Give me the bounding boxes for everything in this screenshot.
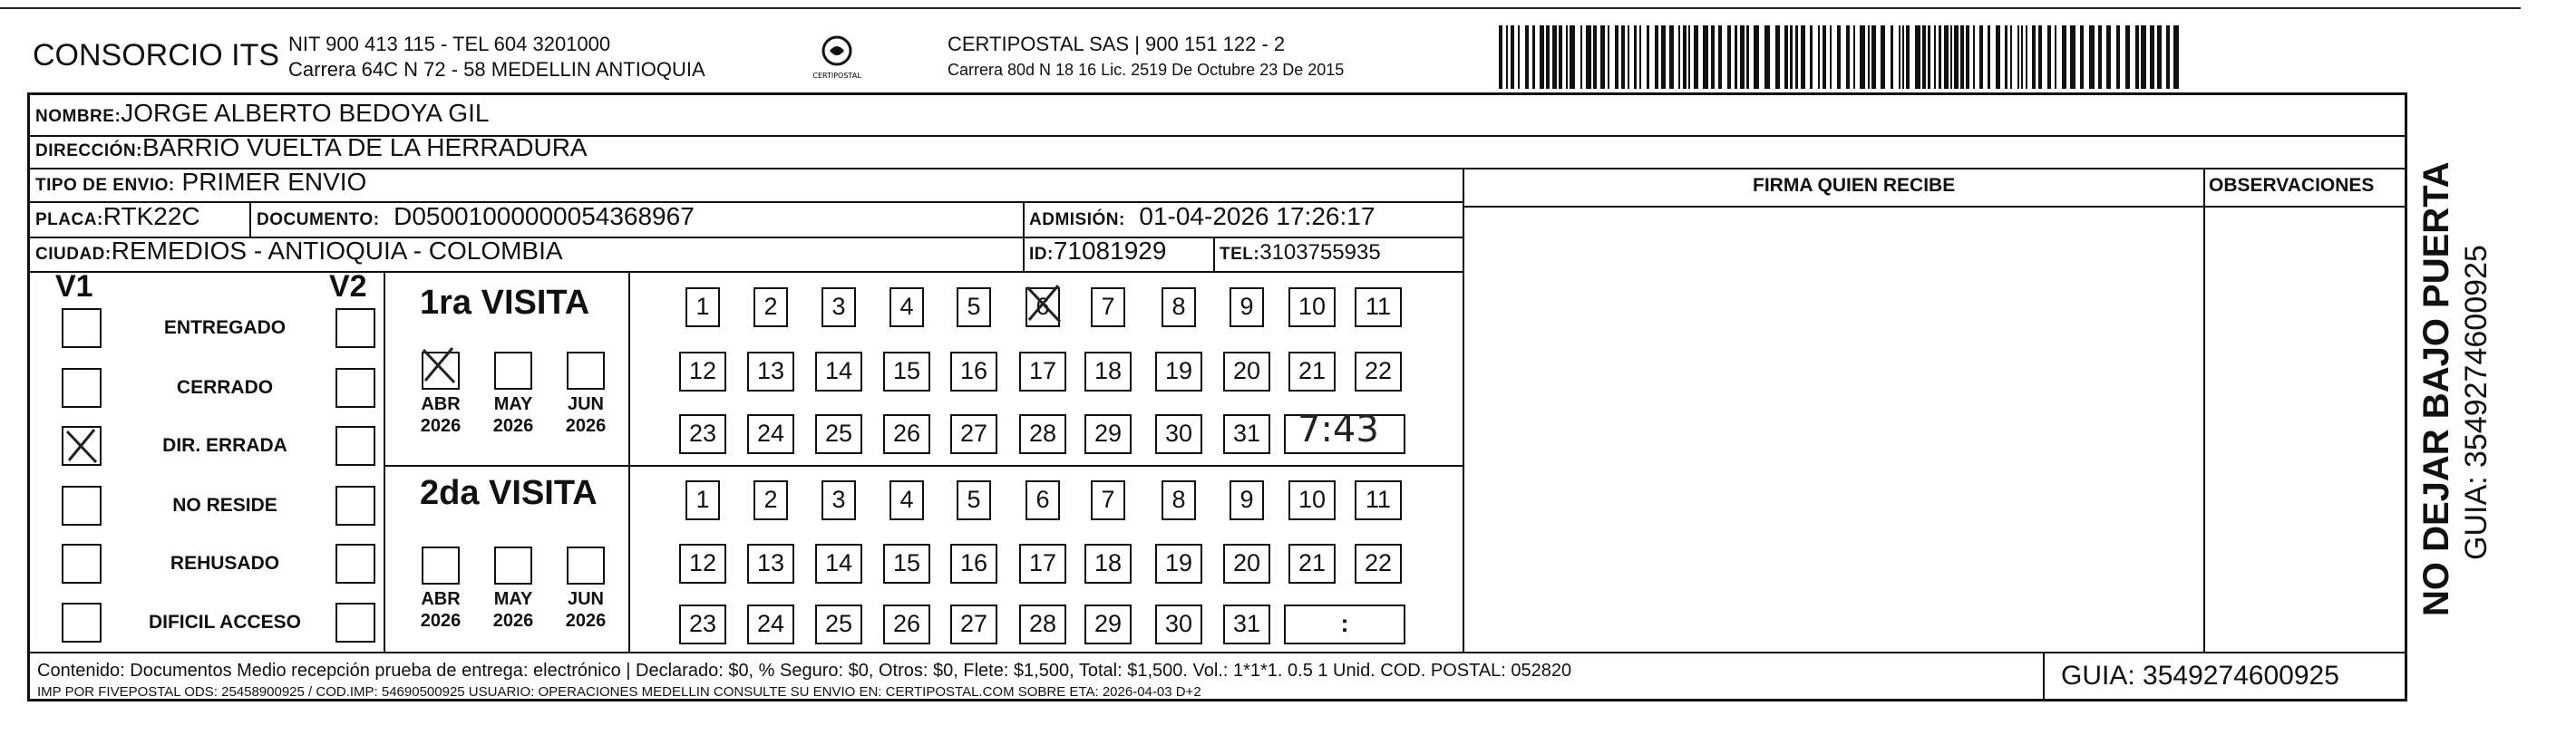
day-box[interactable]: 6 (1026, 480, 1060, 520)
status-label: ENTREGADO (163, 317, 287, 338)
day-box[interactable]: 1 (685, 287, 720, 327)
barcode-bar (1506, 25, 1508, 89)
barcode-bar (1775, 25, 1780, 89)
v1-checkbox[interactable] (62, 308, 102, 348)
day-box[interactable]: 14 (815, 544, 862, 584)
status-label: NO RESIDE (172, 495, 277, 516)
day-box[interactable]: 17 (1019, 352, 1066, 392)
day-box[interactable]: 22 (1355, 352, 1402, 392)
barcode-bar (2125, 25, 2130, 89)
barcode-bar (1934, 25, 1936, 89)
document-value: D05001000000054368967 (394, 202, 695, 230)
barcode-bar (1532, 25, 1535, 89)
v2-checkbox[interactable] (335, 426, 375, 466)
day-box[interactable]: 7 (1091, 287, 1125, 327)
barcode-bar (2017, 25, 2019, 89)
v1-checkbox[interactable] (62, 544, 102, 584)
barcode-bar (1634, 25, 1637, 89)
footer-imp: IMP POR FIVEPOSTAL ODS: 25458900925 / COD.IMP: 54690500925 USUARIO: OPERACIONES MEDELLIN CONSULTE SU ENVIO EN: CERTIPOSTAL.COM SOBRE ETA: 2026-04-03 D+2 (37, 684, 1201, 700)
barcode-bar (1683, 25, 1687, 89)
day-box[interactable]: 10 (1288, 480, 1336, 520)
day-box[interactable]: 25 (815, 605, 862, 644)
admission-label: ADMISIÓN: (1029, 210, 1125, 229)
day-box[interactable]: 9 (1230, 480, 1264, 520)
barcode-bar (1837, 25, 1841, 89)
admission-value: 01-04-2026 17:26:17 (1139, 202, 1375, 230)
day-box[interactable]: 18 (1084, 544, 1132, 584)
barcode-bar (2038, 25, 2042, 89)
observations-header: OBSERVACIONES (2209, 175, 2375, 196)
barcode-bar (2021, 25, 2023, 89)
barcode-bar (1621, 25, 1625, 89)
day-box[interactable]: 16 (950, 544, 997, 584)
barcode-bar (1801, 25, 1805, 89)
id-field (1029, 237, 1166, 266)
name-value: JORGE ALBERTO BEDOYA GIL (121, 99, 490, 127)
day-box[interactable]: 2 (753, 287, 788, 327)
status-label: REHUSADO (170, 553, 280, 574)
barcode-bar (1518, 25, 1520, 89)
barcode-bar (2157, 25, 2162, 89)
barcode-bar (1711, 25, 1715, 89)
month-x-mark (418, 344, 460, 386)
visit1-title: 1ra VISITA (420, 284, 590, 322)
company-nit: NIT 900 413 115 - TEL 604 3201000 (288, 33, 611, 55)
month-checkbox[interactable] (567, 547, 605, 585)
barcode-bar (1902, 25, 1904, 89)
month-year: 2026 (492, 611, 534, 631)
barcode-bar (1570, 25, 1575, 89)
barcode-bar (1639, 25, 1641, 89)
barcode-bar (1860, 25, 1865, 89)
barcode-bar (1647, 25, 1649, 89)
barcode-bar (1593, 25, 1597, 89)
status-sep (384, 271, 385, 652)
barcode-bar (2089, 25, 2095, 89)
barcode-bar (1944, 25, 1949, 89)
status-label: CERRADO (176, 377, 274, 398)
barcode-bar (2070, 25, 2075, 89)
barcode-bar (1810, 25, 1813, 89)
month-checkbox[interactable] (567, 352, 605, 390)
barcode-bar (1678, 25, 1680, 89)
barcode-bar (1655, 25, 1658, 89)
logo-text: CERTIPOSTAL (812, 72, 861, 80)
barcode-bar (2080, 25, 2084, 89)
day-box[interactable]: 14 (815, 352, 862, 392)
day-box[interactable]: 2 (753, 480, 788, 520)
status-label: DIR. ERRADA (162, 435, 287, 456)
phone-sep (1213, 237, 1215, 271)
day-box[interactable]: 3 (821, 480, 856, 520)
company-name: CONSORCIO ITS (33, 38, 280, 73)
barcode-bar (1499, 25, 1502, 89)
day-box[interactable]: 25 (815, 414, 862, 454)
barcode-bar (1846, 25, 1850, 89)
type-field (35, 168, 366, 197)
sig-col-line (1463, 168, 1464, 652)
v2-checkbox[interactable] (335, 544, 375, 584)
barcode-bar (1868, 25, 1870, 89)
city-field (35, 237, 563, 266)
day-box[interactable]: 28 (1019, 414, 1066, 454)
barcode-bar (1694, 25, 1698, 89)
barcode-bar (1784, 25, 1788, 89)
month-label: JUN (567, 394, 604, 414)
barcode-bar (1754, 25, 1759, 89)
barcode-bar (1928, 25, 1930, 89)
barcode-bar (1915, 25, 1920, 89)
barcode-bar (1979, 25, 1983, 89)
carrier-address: Carrera 80d N 18 16 Lic. 2519 De Octubre 23 De 2015 (948, 61, 1345, 79)
day-box[interactable]: 15 (883, 352, 930, 392)
address-field (35, 133, 588, 162)
barcode-bar (2026, 25, 2027, 89)
month-year: 2026 (420, 611, 462, 631)
v1-checkbox[interactable] (62, 368, 102, 408)
barcode-bar (1764, 25, 1770, 89)
day-box[interactable]: 24 (747, 605, 794, 644)
barcode-bar (1988, 25, 1990, 89)
id-label: ID: (1029, 245, 1054, 264)
day-x-mark (1022, 282, 1065, 325)
day-box[interactable]: 31 (1223, 605, 1270, 644)
day-box[interactable]: 8 (1162, 480, 1196, 520)
address-value: BARRIO VUELTA DE LA HERRADURA (141, 133, 588, 161)
barcode-bar (1966, 25, 1969, 89)
day-box[interactable]: 23 (679, 414, 726, 454)
type-label: TIPO DE ENVIO: (35, 176, 175, 195)
day-box[interactable]: 30 (1155, 605, 1202, 644)
month-year: 2026 (565, 611, 607, 631)
barcode-bar (2116, 25, 2120, 89)
day-box[interactable]: 24 (747, 414, 794, 454)
barcode-bar (2062, 25, 2066, 89)
obs-col-line (2203, 168, 2205, 652)
barcode-bar (2047, 25, 2051, 89)
day-box[interactable]: 16 (950, 352, 997, 392)
day-box[interactable]: 19 (1155, 544, 1202, 584)
barcode-bar (1881, 25, 1885, 89)
type-value: PRIMER ENVIO (181, 168, 367, 196)
barcode-bar (1580, 25, 1582, 89)
status-label: DIFICIL ACCESO (148, 612, 301, 633)
visit-divider (384, 465, 1463, 467)
address-label: DIRECCIÓN: (35, 141, 142, 160)
month-year: 2026 (492, 416, 534, 436)
v2-checkbox[interactable] (335, 308, 375, 348)
barcode-bar (1790, 25, 1793, 89)
id-value: 71081929 (1053, 237, 1167, 265)
day-box[interactable]: 28 (1019, 605, 1066, 644)
day-box[interactable]: 17 (1019, 544, 1066, 584)
carrier-name: CERTIPOSTAL SAS | 900 151 122 - 2 (948, 33, 1286, 55)
barcode-bar (1669, 25, 1674, 89)
day-box[interactable]: 1 (685, 480, 720, 520)
barcode-bar (1703, 25, 1708, 89)
barcode-bar (1960, 25, 1964, 89)
barcode-bar (1600, 25, 1605, 89)
day-box[interactable]: 4 (889, 480, 924, 520)
month-label: ABR (421, 394, 461, 414)
barcode-bar (1586, 25, 1591, 89)
barcode-bar (1823, 25, 1826, 89)
v1-checkbox[interactable] (62, 486, 102, 526)
v2-checkbox[interactable] (335, 603, 375, 643)
document-field (257, 202, 695, 231)
admission-field (1029, 202, 1375, 231)
v1-label: V1 (55, 269, 93, 304)
plate-value: RTK22C (102, 202, 200, 230)
signature-header: FIRMA QUIEN RECIBE (1753, 175, 1956, 196)
barcode-bar (1906, 25, 1910, 89)
day-box[interactable]: 27 (950, 605, 997, 644)
day-box[interactable]: 26 (883, 414, 930, 454)
barcode-bar (2032, 25, 2036, 89)
month-checkbox[interactable] (422, 547, 460, 585)
barcode-bar (1954, 25, 1959, 89)
day-box[interactable]: 18 (1084, 352, 1132, 392)
barcode-bar (1899, 25, 1900, 89)
sig-header-line (1463, 206, 2405, 208)
plate-field (35, 202, 200, 231)
barcode-bar (1891, 25, 1893, 89)
city-label: CIUDAD: (35, 245, 112, 264)
v2-checkbox[interactable] (335, 486, 375, 526)
day-box[interactable]: 31 (1223, 414, 1270, 454)
month-year: 2026 (565, 416, 607, 436)
barcode-bar (1608, 25, 1609, 89)
day-box[interactable]: 22 (1355, 544, 1402, 584)
barcode-bar (1615, 25, 1619, 89)
barcode-bar (1540, 25, 1544, 89)
day-box[interactable]: 12 (679, 544, 726, 584)
barcode-bar (2055, 25, 2056, 89)
barcode-bar (1661, 25, 1666, 89)
barcode-bar (2010, 25, 2012, 89)
day-box[interactable]: 12 (679, 352, 726, 392)
footer-content: Contenido: Documentos Medio recepción prueba de entrega: electrónico | Declarado: $0, % Seguro: $0, Otros: $0, Flete: $1,500, Total: $1,500. Vol.: 1*1*1. 0.5 1 Unid. COD. POSTAL: 052820 (37, 661, 1572, 681)
barcode-bar (1830, 25, 1832, 89)
phone-field (1220, 240, 1381, 266)
certipostal-logo (812, 33, 862, 85)
day-box[interactable]: 9 (1230, 287, 1264, 327)
month-label: MAY (493, 589, 533, 609)
day-box[interactable]: 19 (1155, 352, 1202, 392)
day-box[interactable]: 10 (1288, 287, 1336, 327)
barcode-bar (2150, 25, 2154, 89)
barcode-bar (1818, 25, 1820, 89)
day-box[interactable]: 20 (1223, 352, 1270, 392)
v2-checkbox[interactable] (335, 368, 375, 408)
day-box[interactable]: 11 (1355, 480, 1402, 520)
barcode-bar (1559, 25, 1562, 89)
barcode-bar (2098, 25, 2102, 89)
v2-label: V2 (329, 269, 367, 304)
barcode-bar (2005, 25, 2007, 89)
day-box[interactable]: 13 (747, 352, 794, 392)
barcode-bar (1922, 25, 1926, 89)
barcode-bar (1853, 25, 1855, 89)
footer-line (30, 652, 2405, 653)
barcode-bar (1871, 25, 1876, 89)
day-box[interactable]: 29 (1084, 414, 1132, 454)
day-box[interactable]: 21 (1288, 352, 1336, 392)
city-value: REMEDIOS - ANTIOQUIA - COLOMBIA (111, 237, 563, 265)
barcode-bar (2135, 25, 2139, 89)
month-label: MAY (493, 394, 533, 414)
plate-sep (249, 201, 251, 237)
day-box[interactable]: 29 (1084, 605, 1132, 644)
barcode-bar (1628, 25, 1629, 89)
row-line-5 (30, 271, 1463, 273)
barcode-bar (2173, 25, 2179, 89)
barcode-bar (1718, 25, 1722, 89)
day-box[interactable]: 27 (950, 414, 997, 454)
time-box[interactable]: : (1284, 605, 1405, 644)
side-guia: GUIA: 3549274600925 (2459, 245, 2493, 560)
barcode-bar (1735, 25, 1737, 89)
footer-guia: GUIA: 3549274600925 (2061, 661, 2339, 691)
day-box[interactable]: 6 (1026, 287, 1060, 327)
delivery-form (27, 92, 2407, 701)
row-line-2 (30, 168, 2405, 169)
day-box[interactable]: 21 (1288, 544, 1336, 584)
barcode-bar (1939, 25, 1941, 89)
day-box[interactable]: 11 (1355, 287, 1402, 327)
name-label: NOMBRE: (35, 107, 122, 126)
phone-label: TEL: (1220, 245, 1260, 264)
barcode-bar (1996, 25, 2000, 89)
month-checkbox[interactable] (494, 352, 532, 390)
barcode-bar (2141, 25, 2146, 89)
phone-value: 3103755935 (1259, 240, 1381, 265)
barcode-bar (1546, 25, 1550, 89)
top-rule (0, 7, 2521, 9)
guia-sep (2043, 652, 2045, 699)
day-box[interactable]: 5 (957, 287, 991, 327)
barcode-bar (1740, 25, 1745, 89)
day-box[interactable]: 26 (883, 605, 930, 644)
visit2-title: 2da VISITA (420, 474, 598, 512)
barcode-bar (1688, 25, 1690, 89)
day-box[interactable]: 3 (821, 287, 856, 327)
barcode-bar (1795, 25, 1798, 89)
document-label: DOCUMENTO: (257, 210, 380, 229)
barcode-bar (1973, 25, 1975, 89)
v1-status-x-mark (62, 426, 102, 466)
company-address: Carrera 64C N 72 - 58 MEDELLIN ANTIOQUIA (288, 58, 705, 81)
barcode (1499, 25, 2188, 89)
barcode-bar (1727, 25, 1731, 89)
name-field (35, 99, 489, 128)
months-sep (628, 271, 630, 652)
day-box[interactable]: 23 (679, 605, 726, 644)
barcode-bar (1552, 25, 1557, 89)
day-box[interactable]: 15 (883, 544, 930, 584)
barcode-bar (1511, 25, 1514, 89)
day-box[interactable]: 8 (1162, 287, 1196, 327)
handwritten-time: 7:43 (1298, 409, 1379, 450)
month-checkbox[interactable] (494, 547, 532, 585)
plate-label: PLACA: (35, 210, 103, 229)
barcode-bar (2106, 25, 2111, 89)
barcode-bar (2166, 25, 2170, 89)
barcode-bar (1950, 25, 1952, 89)
day-box[interactable]: 7 (1091, 480, 1125, 520)
admission-sep (1023, 201, 1025, 271)
day-box[interactable]: 30 (1155, 414, 1202, 454)
barcode-bar (1566, 25, 1568, 89)
day-box[interactable]: 13 (747, 544, 794, 584)
day-box[interactable]: 4 (889, 287, 924, 327)
v1-checkbox[interactable] (62, 603, 102, 643)
day-box[interactable]: 20 (1223, 544, 1270, 584)
barcode-bar (1746, 25, 1749, 89)
month-label: JUN (567, 589, 604, 609)
barcode-bar (1525, 25, 1529, 89)
month-label: ABR (421, 589, 461, 609)
month-year: 2026 (420, 416, 462, 436)
side-no-dejar: NO DEJAR BAJO PUERTA (2416, 161, 2456, 616)
day-box[interactable]: 5 (957, 480, 991, 520)
